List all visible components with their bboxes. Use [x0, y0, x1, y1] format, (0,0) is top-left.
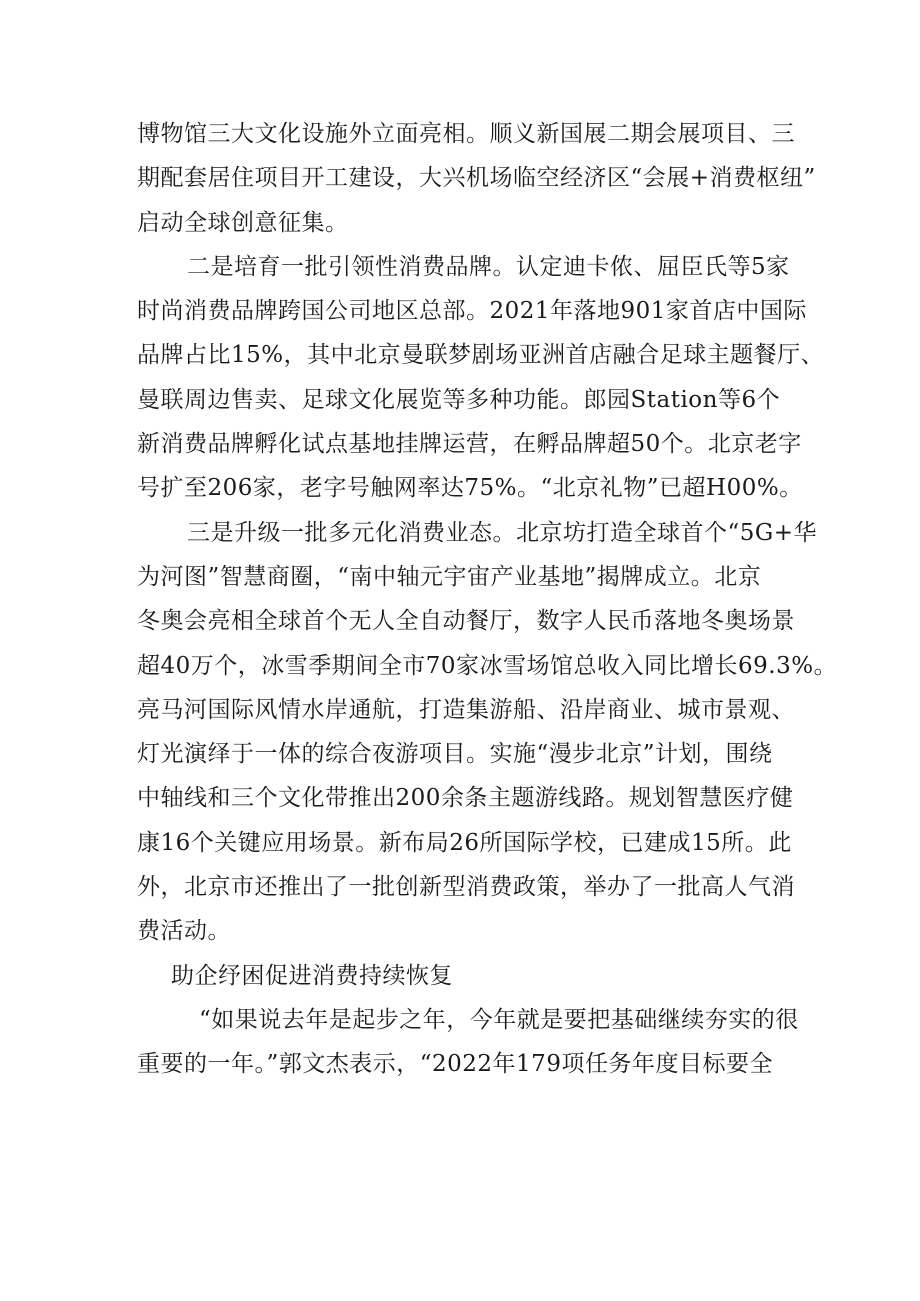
text-line: 启动全球创意征集。 — [137, 209, 349, 236]
text-line: 灯光演绎于一体的综合夜游项目。实施“漫步北京”计划，围绕 — [137, 741, 773, 768]
paragraph-start-line: 三是升级一批多元化消费业态。北京坊打造全球首个“5G+华 — [187, 519, 818, 546]
paragraph-start-line: 二是培育一批引领性消费品牌。认定迪卡侬、屈臣氏等5家 — [187, 253, 790, 280]
text-line: 曼联周边售卖、足球文化展览等多种功能。郎园Station等6个 — [137, 386, 781, 413]
text-line: 超40万个，冰雪季期间全市70家冰雪场馆总收入同比增长69.3%。 — [137, 652, 838, 679]
paragraph-start-line: “如果说去年是起步之年，今年就是要把基础继续夯实的很 — [199, 1006, 799, 1033]
document-body — [137, 112, 838, 1087]
text-line: 品牌占比15%，其中北京曼联梦剧场亚洲首店融合足球主题餐厅、 — [137, 342, 825, 369]
section-heading: 助企纾困促进消费持续恢复 — [171, 962, 453, 989]
text-line: 号扩至206家，老字号触网率达75%。“北京礼物”已超H00%。 — [137, 475, 803, 502]
text-line: 期配套居住项目开工建设，大兴机场临空经济区“会展+消费枢纽” — [137, 165, 816, 192]
text-line: 康16个关键应用场景。新布局26所国际学校，已建成15所。此 — [137, 829, 792, 856]
text-line: 外，北京市还推出了一批创新型消费政策，举办了一批高人气消 — [137, 874, 795, 901]
text-line: 新消费品牌孵化试点基地挂牌运营，在孵品牌超50个。北京老字 — [137, 431, 802, 458]
text-line: 博物馆三大文化设施外立面亮相。顺义新国展二期会展项目、三 — [137, 121, 795, 147]
text-line: 中轴线和三个文化带推出200余条主题游线路。规划智慧医疗健 — [137, 785, 794, 812]
text-line: 为河图”智慧商圈，“南中轴元宇宙产业基地”揭牌成立。北京 — [137, 563, 762, 590]
text-line: 费活动。 — [137, 918, 231, 945]
text-line: 冬奥会亮相全球首个无人全自动餐厅，数字人民币落地冬奥场景 — [137, 608, 795, 635]
text-line: 重要的一年。”郭文杰表示，“2022年179项任务年度目标要全 — [137, 1051, 773, 1078]
text-line: 时尚消费品牌跨国公司地区总部。2021年落地901家首店中国际 — [137, 298, 807, 325]
text-line: 亮马河国际风情水岸通航，打造集游船、沿岸商业、城市景观、 — [137, 696, 795, 723]
